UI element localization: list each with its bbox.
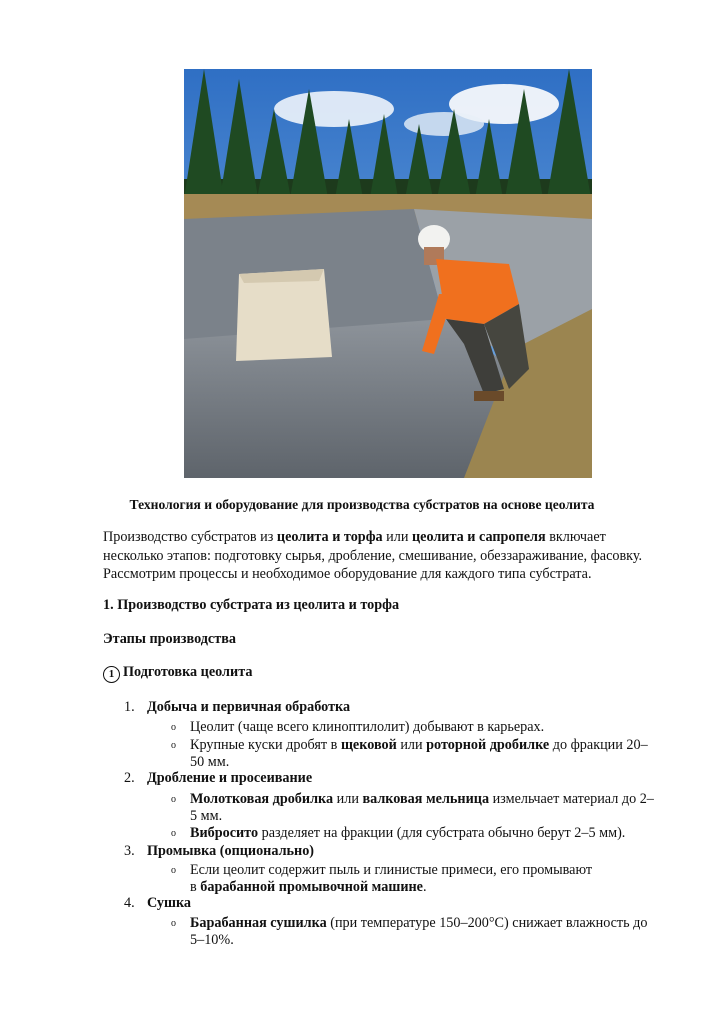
list-bullet-text: Если цеолит содержит пыль и глинистые примеси, его промывают в барабанной промывочной машине. [190, 862, 593, 895]
bullet-icon: o [171, 828, 176, 839]
step-heading: 1 Подготовка цеолита [103, 664, 252, 683]
bullet-icon: o [171, 722, 176, 733]
list-bullet-text: Барабанная сушилка (при температуре 150–200°C) снижает влажность до 5–10%. [190, 915, 648, 948]
intro-line-1: Производство субстратов из цеолита и торфа или цеолита и сапропеля включает [103, 529, 606, 545]
list-bullet-text: Цеолит (чаще всего клиноптилолит) добывают в карьерах. [190, 719, 545, 735]
bullet-icon: o [171, 865, 176, 876]
list-item-title: Дробление и просеивание [147, 770, 313, 786]
list-number: 1. [124, 699, 135, 715]
intro-line-3: Рассмотрим процессы и необходимое оборудование для каждого типа субстрата. [103, 566, 592, 582]
list-item-title: Добыча и первичная обработка [147, 699, 351, 715]
list-number: 2. [124, 770, 135, 786]
list-bullet-text: Вибросито разделяет на фракции (для субстрата обычно берут 2–5 мм). [190, 825, 626, 841]
stages-heading: Этапы производства [103, 631, 236, 647]
section-heading: 1. Производство субстрата из цеолита и торфа [103, 597, 400, 613]
list-bullet-text: Крупные куски дробят в щековой или роторной дробилке до фракции 20– 50 мм. [190, 737, 648, 770]
document-title: Технология и оборудование для производства субстратов на основе цеолита [129, 497, 595, 512]
list-number: 4. [124, 895, 135, 911]
bullet-icon: o [171, 740, 176, 751]
zeolite-quarry-photo [184, 69, 592, 478]
list-bullet-text: Молотковая дробилка или валковая мельница измельчает материал до 2– 5 мм. [190, 791, 654, 824]
bullet-icon: o [171, 794, 176, 805]
list-item-title: Сушка [147, 895, 192, 911]
intro-line-2: несколько этапов: подготовку сырья, дробление, смешивание, обеззараживание, фасовку. [103, 547, 643, 564]
list-number: 3. [124, 843, 135, 859]
bullet-icon: o [171, 918, 176, 929]
list-item-title: Промывка (опционально) [147, 843, 315, 859]
circled-number-icon: 1 [103, 666, 120, 683]
intro-paragraph [103, 528, 673, 584]
